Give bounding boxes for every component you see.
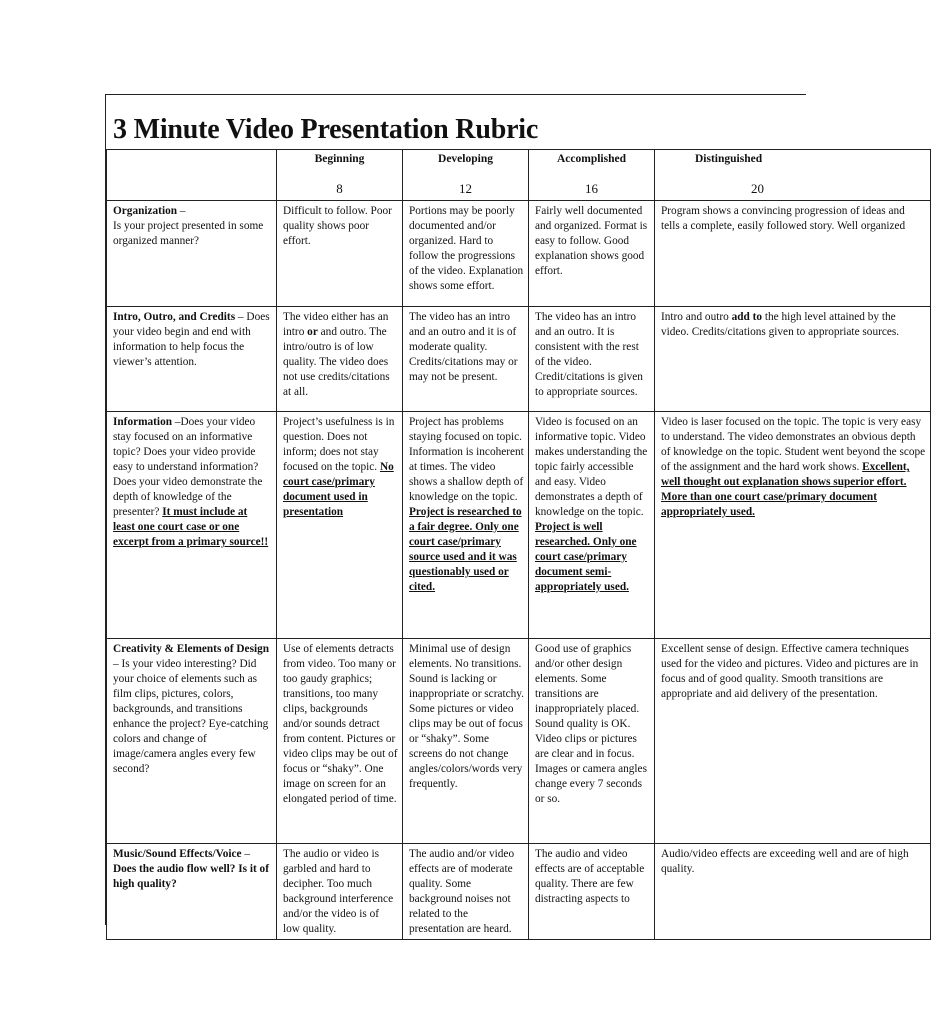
rubric-cell-developing: [403, 412, 529, 639]
rubric-table: [106, 149, 931, 940]
rubric-cell-accomplished: [529, 412, 655, 639]
rubric-cell-accomplished: [529, 639, 655, 844]
header-level-cell: [529, 150, 655, 201]
cell-text-post: the high level attained by the video. Credits/citations given to appropriate sources.: [661, 311, 900, 338]
rubric-cell-distinguished: [655, 412, 931, 639]
cell-text: Good use of graphics and/or other design elements. Some transitions are inappropriately placed. Sound quality is OK. Video clips or pictures are clear and in focus. Images or camera angles change every 7 seconds or so.: [535, 643, 647, 805]
criterion-question: Does your video begin and end with information to help focus the viewer’s attention.: [113, 311, 270, 368]
rubric-row-organization: [107, 201, 931, 307]
criterion-question: Is your project presented in some organized manner?: [113, 220, 264, 247]
criterion-cell: [107, 844, 277, 940]
cell-text-bold: add to: [731, 311, 763, 323]
rubric-cell-accomplished: [529, 307, 655, 412]
cell-text-pre: The video either has an intro: [283, 311, 389, 338]
criterion-cell: [107, 201, 277, 307]
cell-text: Audio/video effects are exceeding well and are of high quality.: [661, 848, 909, 875]
header-level-cell: [403, 150, 529, 201]
criterion-separator: –: [113, 658, 119, 670]
rubric-cell-developing: [403, 844, 529, 940]
cell-text: Video is focused on an informative topic. Video makes understanding the topic fairly accessible and easy. Video demonstrates a depth of knowledge on the topic.: [535, 416, 648, 518]
rubric-row-creativity: [107, 639, 931, 844]
level-points: 16: [585, 181, 598, 196]
rubric-cell-developing: [403, 201, 529, 307]
level-name: Distinguished: [695, 153, 763, 165]
level-name: Beginning: [314, 153, 365, 165]
rubric-cell-beginning: [277, 201, 403, 307]
cell-text: Project has problems staying focused on topic. Information is incoherent at times. The video shows a shallow depth of knowledge on the topic.: [409, 416, 524, 503]
criterion-question: Is your video interesting? Did your choice of elements such as film clips, pictures, colors, backgrounds, and transitions enhance the project? Eye-catching colors and change of image/camera angles every few second?: [113, 658, 269, 775]
criterion-emphasis: It must include at least one court case or one excerpt from a primary source!!: [113, 506, 269, 548]
cell-text: Video is laser focused on the topic. The topic is very easy to understand. The video demonstrates an obvious depth of knowledge on the topic. Student went beyond the scope of the assignment and the hard work shows.: [661, 416, 926, 473]
cell-text: Project’s usefulness is in question. Does not inform; does not stay focused on the topic.: [283, 416, 395, 473]
rubric-cell-beginning: [277, 307, 403, 412]
criterion-name: Music/Sound Effects/Voice: [113, 848, 242, 860]
criterion-separator: –: [177, 205, 186, 217]
criterion-separator: –: [172, 416, 181, 428]
rubric-cell-distinguished: [655, 844, 931, 940]
criterion-question: Does the audio flow well? Is it of high quality?: [113, 863, 269, 890]
header-level-cell: [277, 150, 403, 201]
cell-text-post: and outro. The intro/outro is of low quality. The video does not use credits/citations at all.: [283, 326, 390, 398]
cell-text-pre: Intro and outro: [661, 311, 732, 323]
cell-text: Difficult to follow. Poor quality shows poor effort.: [283, 205, 392, 247]
criterion-name: Organization: [113, 205, 178, 217]
criterion-name: Information: [113, 416, 172, 428]
rubric-cell-distinguished: [655, 307, 931, 412]
rubric-cell-developing: [403, 307, 529, 412]
criterion-cell: [107, 639, 277, 844]
level-name: Accomplished: [557, 153, 626, 165]
header-level-cell: [655, 150, 931, 201]
cell-emphasis: No court case/primary document used in presentation: [283, 461, 394, 518]
rubric-row-information: [107, 412, 931, 639]
criterion-name: Intro, Outro, and Credits: [113, 311, 236, 323]
cell-text: Program shows a convincing progression of ideas and tells a complete, easily followed story. Well organized: [661, 205, 906, 232]
criterion-cell: [107, 412, 277, 639]
criterion-cell: [107, 307, 277, 412]
rubric-cell-accomplished: [529, 844, 655, 940]
rubric-cell-accomplished: [529, 201, 655, 307]
cell-text: Portions may be poorly documented and/or organized. Hard to follow the progressions of the video. Explanation shows some effort.: [409, 205, 524, 292]
cell-text: Excellent sense of design. Effective camera techniques used for the video and pictures. Video and pictures are in focus and of good quality. Smooth transitions are appropriate and aid delivery of the presentation.: [661, 643, 919, 700]
cell-text: The video has an intro and an outro and it is of moderate quality. Credits/citations may or may not be present.: [409, 311, 518, 383]
rubric-row-music-sound: [107, 844, 931, 940]
rubric-cell-beginning: [277, 844, 403, 940]
header-blank-cell: [107, 150, 277, 201]
criterion-question: Does your video stay focused on an informative topic? Does your video provide easy to understand information? Does your video demonstrate the depth of knowledge of the presenter?: [113, 416, 263, 518]
cell-text: The video has an intro and an outro. It is consistent with the rest of the video. Credit/citations is given to appropriate sources.: [535, 311, 643, 398]
cell-text: Minimal use of design elements. No transitions. Sound is lacking or inappropriate or scratchy. Some pictures or video clips may be out of focus or “shaky”. Some screens do not change angles/colors/words very frequently.: [409, 643, 525, 790]
criterion-separator: –: [241, 848, 251, 860]
level-name: Developing: [438, 153, 493, 165]
cell-emphasis: Excellent, well thought out explanation shows superior effort. More than one court case/primary document appropriately used.: [661, 461, 910, 518]
level-points: 8: [336, 181, 343, 196]
rubric-cell-beginning: [277, 639, 403, 844]
level-points: 20: [751, 181, 764, 196]
cell-text: Use of elements detracts from video. Too many or too gaudy graphics; transitions, too many clips, backgrounds and/or sounds detract from content. Pictures or video clips may be out of focus or “shaky”. One image on screen for an elongated period of time.: [283, 643, 398, 805]
level-points: 12: [459, 181, 472, 196]
header-row: [107, 150, 931, 201]
rubric-row-intro-outro-credits: [107, 307, 931, 412]
cell-text: The audio and/or video effects are of moderate quality. Some background noises not related to the presentation are heard.: [409, 848, 515, 935]
rubric-cell-distinguished: [655, 201, 931, 307]
cell-text-bold: or: [307, 326, 318, 338]
document-page: [105, 94, 926, 935]
criterion-name: Creativity & Elements of Design: [113, 643, 270, 655]
cell-text: The audio or video is garbled and hard to decipher. Too much background interference and/or the video is of low quality.: [283, 848, 394, 935]
page-title: 3 Minute Video Presentation Rubric: [113, 114, 539, 145]
cell-emphasis: Project is well researched. Only one court case/primary document semi-appropriately used.: [535, 521, 637, 593]
cell-text: The audio and video effects are of acceptable quality. There are few distracting aspects to: [535, 848, 645, 905]
criterion-separator: –: [235, 311, 244, 323]
rubric-cell-developing: [403, 639, 529, 844]
cell-text: Fairly well documented and organized. Format is easy to follow. Good explanation shows good effort.: [535, 205, 648, 277]
rubric-cell-distinguished: [655, 639, 931, 844]
rubric-cell-beginning: [277, 412, 403, 639]
cell-emphasis: Project is researched to a fair degree. Only one court case/primary source used and it was questionably used or cited.: [409, 506, 522, 593]
